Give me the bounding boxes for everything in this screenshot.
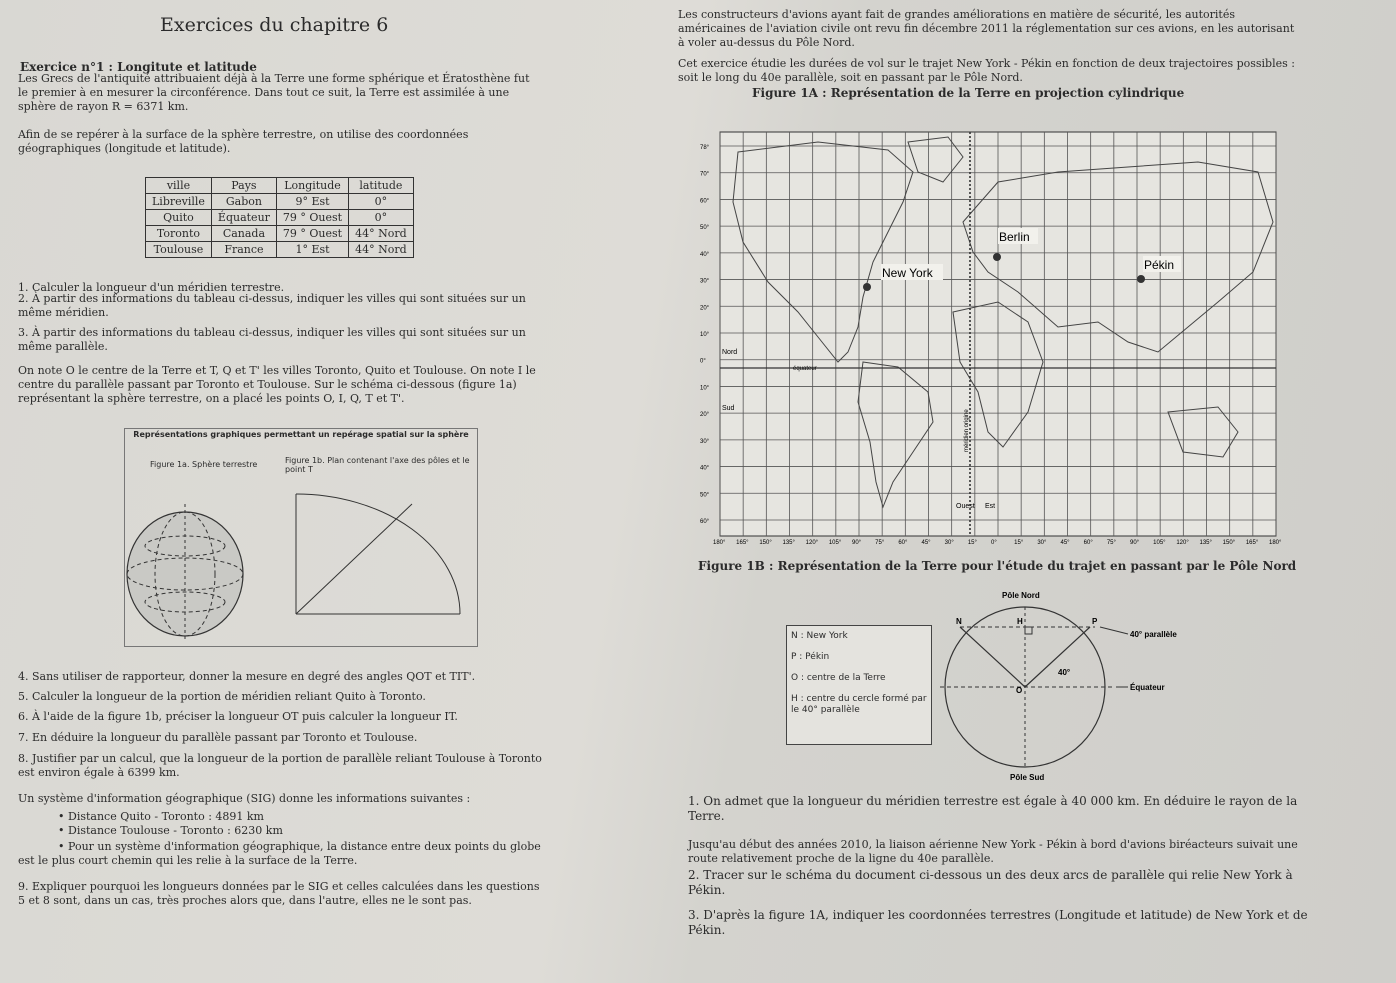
longitude-tick-label: 90°	[852, 540, 862, 546]
longitude-tick-label: 120°	[1176, 540, 1189, 546]
angle-label: 40°	[1058, 668, 1071, 677]
question-1: 1. Calculer la longueur d'un méridien terrestre.	[18, 281, 285, 294]
longitude-tick-label: 75°	[875, 540, 885, 546]
longitude-tick-label: 135°	[782, 540, 795, 546]
table-header: ville	[146, 178, 212, 194]
question-3: 3. À partir des informations du tableau ci-dessus, indiquer les villes qui sont situées sur un même parallèle.	[18, 326, 526, 353]
figure-1b-title: Figure 1B : Représentation de la Terre pour l'étude du trajet en passant par le Pôle Nord	[698, 559, 1297, 573]
table-header: Longitude	[276, 178, 348, 194]
longitude-tick-label: 15°	[1014, 540, 1024, 546]
table-cell: Gabon	[211, 194, 276, 210]
meridian-label: méridien origine	[964, 409, 970, 452]
table-cell: Toulouse	[146, 242, 212, 258]
question-5: 5. Calculer la longueur de la portion de méridien reliant Quito à Toronto.	[18, 690, 426, 703]
pekin-label: Pékin	[1144, 258, 1175, 272]
table-cell: 44° Nord	[349, 226, 414, 242]
sud-label: Sud	[722, 405, 735, 412]
newyork-marker	[863, 283, 871, 291]
point-h-label: H	[1017, 617, 1023, 626]
pekin-marker	[1137, 275, 1145, 283]
table-row	[146, 242, 414, 258]
legend-item: P : Pékin	[791, 652, 830, 662]
right-question-1: 1. On admet que la longueur du méridien terrestre est égale à 40 000 km. En déduire le rayon de la Terre.	[688, 794, 1298, 823]
exercise-title: Exercice n°1 : Longitute et latitude	[20, 60, 257, 74]
longitude-tick-label: 180°	[1269, 540, 1282, 546]
notation-paragraph: On note O le centre de la Terre et T, Q et T' les villes Toronto, Quito et Toulouse. On note I le centre du parallèle passant par Toronto et Toulouse. Sur le schéma ci-dessous (figure 1a) représentant la sphère terrestre, on a placé les points O, I, Q, T et T'.	[18, 364, 536, 405]
table-cell: 79 ° Ouest	[276, 226, 348, 242]
latitude-tick-label: 70°	[700, 171, 710, 178]
figures-box-title: Représentations graphiques permettant un repérage spatial sur la sphère	[133, 430, 469, 439]
figures-box	[124, 428, 478, 647]
table-cell: 0°	[349, 210, 414, 226]
intro-paragraph-2: Afin de se repérer à la surface de la sphère terrestre, on utilise des coordonnées géographiques (longitude et latitude).	[18, 128, 469, 155]
point-n-label: N	[956, 617, 962, 626]
sig-item-text: Distance Toulouse - Toronto : 6230 km	[68, 824, 283, 837]
latitude-tick-label: 60°	[700, 519, 710, 525]
figure-1b-caption: Figure 1b. Plan contenant l'axe des pôles et le point T	[285, 456, 470, 474]
sig-item-text: Distance Quito - Toronto : 4891 km	[68, 810, 264, 823]
table-cell: 44° Nord	[349, 242, 414, 258]
longitude-tick-label: 165°	[1245, 540, 1259, 546]
latitude-tick-label: 20°	[700, 412, 710, 419]
point-p-label: P	[1092, 617, 1098, 626]
cities-table	[145, 177, 414, 258]
legend-item: N : New York	[791, 631, 848, 641]
nord-label: Nord	[722, 349, 738, 356]
longitude-tick-label: 180°	[713, 540, 726, 546]
right-intro: Les constructeurs d'avions ayant fait de grandes améliorations en matière de sécurité, les autorités américaines de l'aviation civile ont revu fin décembre 2011 la réglementation sur ces avions, en les autorisant à voler au-dessus du Pôle Nord.	[678, 8, 1295, 49]
intro-paragraph: Les Grecs de l'antiquité attribuaient déjà à la Terre une forme sphérique et Ératosthène fut le premier à en mesurer la circonférence. Dans tout ce suit, la Terre est assimilée à une sphère de rayon R = 6371 km.	[18, 72, 530, 113]
longitude-tick-label: 45°	[921, 540, 931, 546]
latitude-tick-label: 40°	[700, 251, 710, 258]
equator-circle-label: Équateur	[1130, 683, 1165, 692]
sig-item-2: • Distance Toulouse - Toronto : 6230 km	[58, 824, 283, 837]
right-question-3: 3. D'après la figure 1A, indiquer les coordonnées terrestres (Longitude et latitude) de New York et de Pékin.	[688, 908, 1308, 937]
longitude-tick-label: 90°	[1130, 540, 1140, 546]
right-intro-2: Cet exercice étudie les durées de vol sur le trajet New York - Pékin en fonction de deux trajectoires possibles : soit le long du 40e parallèle, soit en passant par le Pôle Nord.	[678, 57, 1295, 84]
longitude-tick-label: 120°	[805, 540, 819, 546]
berlin-label: Berlin	[999, 230, 1030, 244]
longitude-tick-label: 105°	[828, 540, 842, 546]
question-9: 9. Expliquer pourquoi les longueurs données par le SIG et celles calculées dans les questions 5 et 8 sont, dans un cas, très proches alors que, dans l'autre, elles ne le sont pas.	[18, 880, 540, 907]
longitude-tick-label: 60°	[898, 540, 908, 546]
longitude-tick-label: 150°	[759, 540, 772, 546]
table-cell: Quito	[146, 210, 212, 226]
latitude-tick-label: 30°	[700, 438, 710, 445]
figure-1b-legend	[786, 625, 932, 745]
table-header: Pays	[211, 178, 276, 194]
longitude-tick-label: 60°	[1083, 540, 1093, 546]
table-cell: Canada	[211, 226, 276, 242]
longitude-tick-label: 135°	[1199, 540, 1212, 546]
east-label: Est	[985, 503, 996, 510]
table-cell: 9° Est	[276, 194, 348, 210]
latitude-tick-label: 20°	[700, 305, 710, 312]
table-cell: 1° Est	[276, 242, 348, 258]
sig-item-1: • Distance Quito - Toronto : 4891 km	[58, 810, 264, 823]
table-cell: Équateur	[211, 210, 276, 226]
table-header-row	[146, 178, 414, 194]
question-7: 7. En déduire la longueur du parallèle passant par Toronto et Toulouse.	[18, 731, 418, 744]
longitude-tick-label: 0°	[991, 540, 997, 546]
latitude-tick-label: 50°	[700, 225, 710, 232]
table-cell: Toronto	[146, 226, 212, 242]
table-row	[146, 194, 414, 210]
table-header: latitude	[349, 178, 414, 194]
longitude-tick-label: 15°	[967, 540, 977, 546]
longitude-tick-label: 150°	[1222, 540, 1236, 546]
equator-label: équateur	[793, 366, 817, 372]
sig-intro: Un système d'information géographique (SIG) donne les informations suivantes :	[18, 792, 471, 805]
point-o-label: O	[1016, 686, 1023, 695]
legend-item: H : centre du cercle formé par le 40° parallèle	[791, 694, 927, 715]
longitude-tick-label: 75°	[1106, 540, 1116, 546]
meridian-plane-diagram	[290, 484, 465, 624]
longitude-tick-label: 30°	[944, 540, 954, 546]
longitude-tick-label: 30°	[1037, 540, 1047, 546]
latitude-tick-label: 60°	[700, 198, 710, 205]
latitude-tick-label: 10°	[700, 332, 710, 338]
table-row	[146, 210, 414, 226]
sig-item-text: Pour un système d'information géographique, la distance entre deux points du globe est le plus court chemin qui les relie à la surface de la Terre.	[18, 840, 541, 867]
latitude-tick-label: 50°	[700, 492, 710, 499]
chapter-title: Exercices du chapitre 6	[160, 14, 389, 36]
longitude-tick-label: 105°	[1153, 540, 1166, 546]
right-question-2: 2. Tracer sur le schéma du document ci-dessous un des deux arcs de parallèle qui relie New York à Pékin.	[688, 868, 1293, 897]
table-cell: 0°	[349, 194, 414, 210]
sig-item-3: • Pour un système d'information géographique, la distance entre deux points du globe est le plus court chemin qui les relie à la surface de la Terre.	[18, 840, 541, 867]
pole-nord-label: Pôle Nord	[1002, 591, 1040, 600]
latitude-tick-label: 40°	[700, 465, 710, 472]
longitude-tick-label: 165°	[736, 540, 749, 546]
latitude-tick-label: 10°	[700, 385, 710, 392]
figure-1a-caption: Figure 1a. Sphère terrestre	[150, 460, 258, 469]
legend-item: O : centre de la Terre	[791, 673, 886, 683]
sphere-diagram	[125, 474, 245, 639]
longitude-tick-label: 45°	[1060, 540, 1070, 546]
table-cell: 79 ° Ouest	[276, 210, 348, 226]
west-label: Ouest	[956, 503, 975, 510]
latitude-tick-label: 78°	[700, 145, 710, 151]
pole-circle-diagram	[930, 580, 1230, 790]
table-cell: Libreville	[146, 194, 212, 210]
pole-sud-label: Pôle Sud	[1010, 773, 1045, 782]
latitude-tick-label: 0°	[700, 358, 706, 365]
berlin-marker	[993, 253, 1001, 261]
table-cell: France	[211, 242, 276, 258]
question-4: 4. Sans utiliser de rapporteur, donner la mesure en degré des angles QOT et TIT'.	[18, 670, 476, 683]
figure-1a-title: Figure 1A : Représentation de la Terre en projection cylindrique	[752, 86, 1185, 100]
question-8: 8. Justifier par un calcul, que la longueur de la portion de parallèle reliant Toulouse à Toronto est environ égale à 6399 km.	[18, 752, 542, 779]
parallel-label: 40° parallèle	[1130, 630, 1177, 639]
question-6: 6. À l'aide de la figure 1b, préciser la longueur OT puis calculer la longueur IT.	[18, 710, 458, 723]
newyork-label: New York	[882, 266, 933, 280]
table-row	[146, 226, 414, 242]
right-paragraph-2: Jusqu'au début des années 2010, la liaison aérienne New York - Pékin à bord d'avions biréacteurs suivait une route relativement proche de la ligne du 40e parallèle.	[688, 838, 1298, 865]
cylindrical-map	[698, 112, 1282, 550]
question-2: 2. À partir des informations du tableau ci-dessus, indiquer les villes qui sont situées sur un même méridien.	[18, 292, 526, 319]
latitude-tick-label: 30°	[700, 278, 710, 285]
